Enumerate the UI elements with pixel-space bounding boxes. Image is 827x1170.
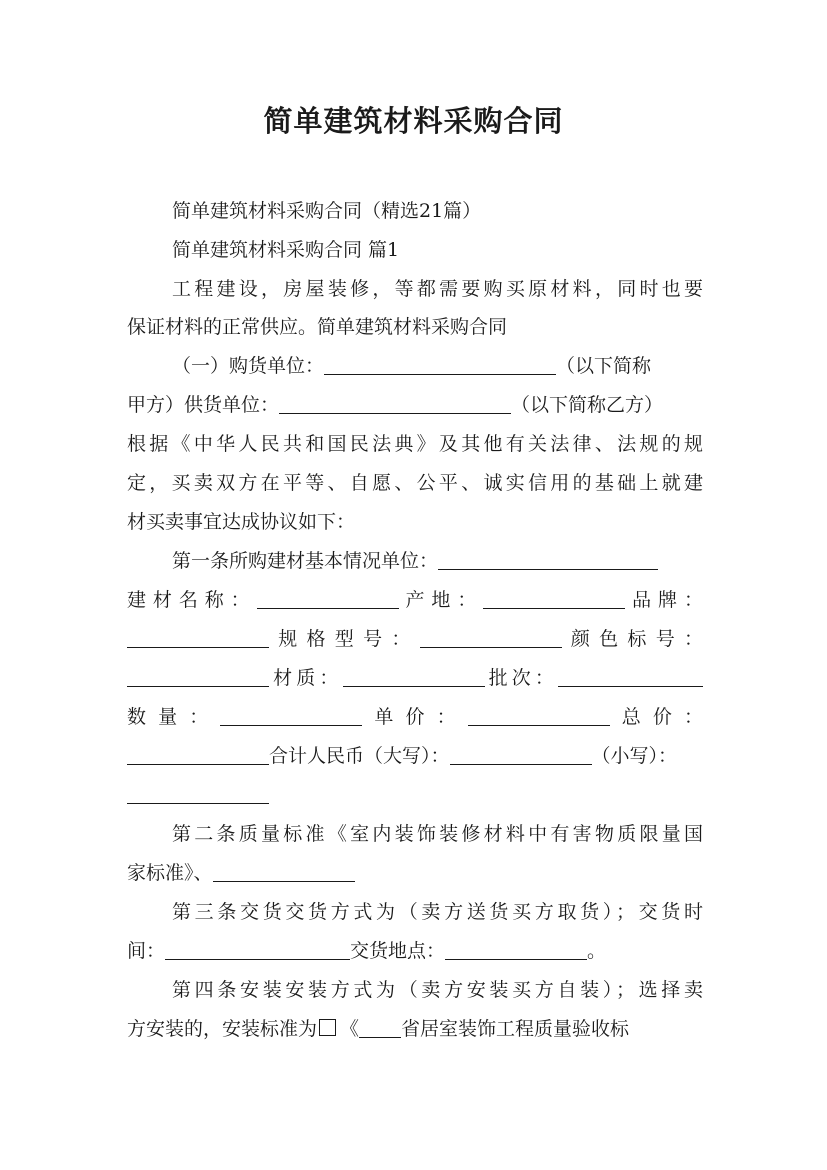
party-a-label: 甲方） [127, 394, 185, 416]
name-blank[interactable] [257, 590, 399, 609]
fields-line [127, 781, 703, 809]
seller-blank[interactable] [279, 395, 511, 414]
batch-blank[interactable] [558, 668, 703, 687]
rmb-lower-label: （小写）： [591, 745, 678, 767]
price-label: 单价： [362, 706, 468, 728]
color-label: 颜色标号： [561, 628, 703, 650]
buyer-line [172, 352, 703, 380]
buyer-blank[interactable] [324, 356, 556, 375]
buyer-suffix: （以下简称 [556, 355, 652, 377]
material-blank[interactable] [343, 668, 485, 687]
seller-line [127, 391, 703, 419]
paragraph-line: 保证材料的正常供应。简单建筑材料采购合同 [127, 316, 508, 338]
article-4-line: 第四条安装安装方式为（卖方安装买方自装）；选择卖 [172, 979, 703, 1001]
rmb-upper-blank[interactable] [450, 746, 592, 765]
name-label: 建材名称： [127, 589, 257, 611]
price-blank[interactable] [468, 707, 610, 726]
intro-line: 简单建筑材料采购合同（精选21篇） [172, 200, 482, 222]
model-label: 规格型号： [269, 628, 420, 650]
origin-blank[interactable] [483, 590, 625, 609]
origin-label: 产地： [398, 589, 484, 611]
delivery-time-blank[interactable] [165, 941, 350, 960]
checkbox-icon[interactable] [319, 1019, 336, 1036]
document-title: 简单建筑材料采购合同 [263, 104, 564, 138]
qty-blank[interactable] [220, 707, 362, 726]
fields-line [127, 703, 703, 731]
rmb-lower-blank[interactable] [127, 785, 269, 804]
seller-suffix: （以下简称乙方） [511, 394, 664, 416]
article-2-line: 第二条质量标准《室内装饰装修材料中有害物质限量国 [172, 823, 703, 845]
paragraph-line: 定，买卖双方在平等、自愿、公平、诚实信用的基础上就建 [127, 472, 703, 494]
fields-line [127, 742, 727, 770]
paragraph-line: 材买卖事宜达成协议如下： [127, 511, 356, 533]
article-2-line [127, 859, 703, 887]
install-standard-label: 省居室装饰工程质量验收标 [401, 1018, 630, 1040]
total-label: 总价： [609, 706, 703, 728]
rmb-upper-label: 合计人民币（大写）： [269, 745, 450, 767]
open-bracket: 《 [340, 1018, 360, 1040]
seller-label: 供货单位： [184, 394, 280, 416]
color-blank[interactable] [127, 668, 269, 687]
article-1-line [172, 547, 703, 575]
unit-label: 第一条所购建材基本情况单位： [172, 550, 439, 572]
delivery-time-label: 间： [127, 940, 166, 962]
delivery-place-label: 交货地点： [350, 940, 446, 962]
delivery-place-blank[interactable] [445, 941, 587, 960]
fields-line [127, 625, 703, 653]
article-3-line [127, 937, 703, 965]
standard-blank[interactable] [213, 863, 355, 882]
province-blank[interactable] [359, 1019, 401, 1038]
brand-blank[interactable] [127, 629, 269, 648]
paragraph-line: 根据《中华人民共和国民法典》及其他有关法律、法规的规 [127, 433, 703, 455]
standard-label: 家标准》、 [127, 862, 213, 884]
paragraph-line: 工程建设，房屋装修，等都需要购买原材料，同时也要 [172, 278, 703, 300]
article-3-line: 第三条交货交货方式为（卖方送货买方取货）；交货时 [172, 901, 703, 923]
section-heading: 简单建筑材料采购合同 篇1 [172, 239, 400, 261]
brand-label: 品牌： [625, 589, 703, 611]
batch-label: 批次： [484, 667, 558, 689]
period: 。 [587, 940, 607, 962]
material-label: 材质： [269, 667, 343, 689]
unit-blank[interactable] [438, 551, 658, 570]
model-blank[interactable] [420, 629, 562, 648]
buyer-label: （一）购货单位： [172, 355, 325, 377]
fields-line [127, 664, 703, 692]
total-blank[interactable] [127, 746, 269, 765]
article-4-line [127, 1015, 703, 1043]
qty-label: 数量： [127, 706, 221, 728]
fields-line [127, 586, 703, 614]
install-label: 方安装的，安装标准为 [127, 1018, 318, 1040]
